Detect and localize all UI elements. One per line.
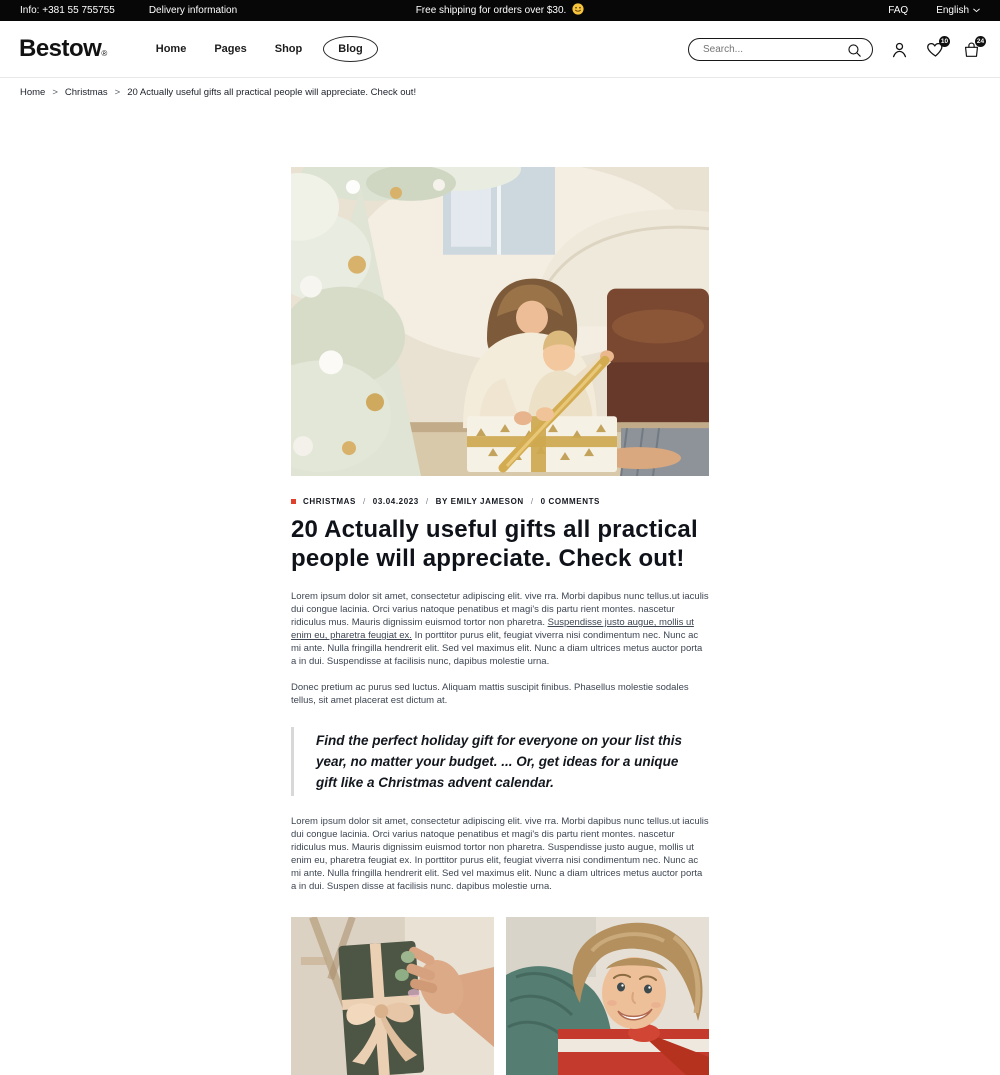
breadcrumb-separator: >	[114, 87, 121, 98]
post-meta	[291, 497, 709, 506]
breadcrumb	[0, 78, 1000, 111]
nav-item-shop[interactable]: Shop	[274, 43, 303, 55]
chevron-down-icon	[973, 5, 980, 16]
photo-green-gift-box-hands	[291, 917, 494, 1075]
delivery-information-link[interactable]: Delivery information	[148, 5, 238, 16]
hero-photo-mother-child-christmas-gift	[291, 167, 709, 476]
meta-separator: /	[425, 497, 429, 506]
nav-item-home[interactable]: Home	[155, 43, 187, 55]
top-info-bar	[0, 0, 1000, 21]
breadcrumb-current-page: 20 Actually useful gifts all practical people will appreciate. Check out!	[127, 87, 417, 98]
language-selector[interactable]	[936, 5, 980, 16]
breadcrumb-home[interactable]: Home	[20, 87, 46, 98]
breadcrumb-separator: >	[52, 87, 58, 98]
category-bullet-icon	[291, 499, 296, 504]
photo-girl-with-red-gift	[506, 917, 709, 1075]
meta-date: 03.04.2023	[372, 497, 419, 506]
smiley-emoji-icon	[572, 3, 584, 18]
account-button[interactable]	[890, 40, 909, 59]
article-image-row	[291, 917, 709, 1075]
meta-comments[interactable]: 0 COMMENTS	[540, 497, 600, 506]
wishlist-button[interactable]	[926, 37, 949, 59]
account-icon	[890, 40, 909, 59]
cart-button[interactable]	[962, 37, 985, 59]
meta-author[interactable]: BY EMILY JAMESON	[435, 497, 524, 506]
nav-item-blog[interactable]: Blog	[323, 36, 377, 62]
meta-category[interactable]: CHRISTMAS	[303, 497, 356, 506]
inline-text-link[interactable]: Suspendisse justo augue, mollis ut enim eu, pharetra feugiat ex.	[291, 617, 694, 641]
faq-link[interactable]: FAQ	[888, 5, 909, 16]
main-nav	[149, 36, 378, 62]
registered-mark: ®	[101, 49, 107, 58]
breadcrumb-category[interactable]: Christmas	[64, 87, 108, 98]
free-shipping-promo: Free shipping for orders over $30.	[415, 5, 567, 16]
cart-count-badge: 24	[976, 37, 985, 45]
language-label: English	[936, 5, 970, 16]
phone-info: Info: +381 55 755755	[20, 5, 115, 16]
article-paragraph-2: Donec pretium ac purus sed luctus. Aliquam mattis suscipit finibus. Phasellus molestie sodales tellus, sit amet placerat est dictum at.	[291, 682, 689, 706]
wishlist-count-badge: 10	[940, 37, 949, 45]
article	[291, 111, 709, 1075]
pull-quote: Find the perfect holiday gift for everyone on your list this year, no matter your budget. ... Or, get ideas for a unique gift like a Christmas advent calendar.	[291, 727, 709, 796]
search-box	[688, 38, 873, 61]
article-paragraph-3: Lorem ipsum dolor sit amet, consectetur adipiscing elit. vive rra. Morbi dapibus nunc tellus.ut iaculis dui congue lacinia. Orci varius natoque penatibus et magi's dis partu rient montes. nascetur ridiculus mus. Mauris dignissim euismod tortor non pharetra. Suspendisse justo augue, mollis ut enim eu, pharetra feugiat ex. In porttitor purus elit, feugiat viverra nisi condimentum nec. Nunc ac mi ante. Nulla fringilla hendrerit elit. Sed vel maximus elit. Nunc a diam ultrices metus auctor porta a in dui. Suspen disse at facilisis nunc. dapibus molestie urna.	[291, 816, 709, 892]
search-input[interactable]	[689, 44, 872, 55]
logo[interactable]	[19, 35, 107, 63]
post-title: 20 Actually useful gifts all practical people will appreciate. Check out!	[291, 516, 698, 572]
paragraph-text: In porttitor purus elit, feugiat viverra nisi condimentum nec. Nunc ac mi ante. Nulla fringilla hendrerit elit. Sed vel maximus elit. Nunc a diam ultrices metus auctor porta a in dui. Suspendisse at facilisis nunc, dapibus molestie urna.	[291, 630, 703, 667]
site-header	[0, 21, 1000, 78]
nav-item-pages[interactable]: Pages	[214, 43, 247, 55]
article-paragraph-1	[291, 590, 709, 668]
search-icon[interactable]	[847, 43, 862, 63]
meta-separator: /	[530, 497, 534, 506]
logo-text: Bestow	[19, 35, 102, 62]
meta-separator: /	[362, 497, 366, 506]
paragraph-text: Lorem ipsum dolor sit amet, consectetur adipiscing elit. vive rra. Morbi dapibus nunc tellus.ut iaculis dui congue lacinia. Orci varius natoque penatibus et magi's dis partu rient montes. nascetur ridiculus mus. Mauris dignissim euismod tortor non pharetra.	[291, 591, 709, 628]
